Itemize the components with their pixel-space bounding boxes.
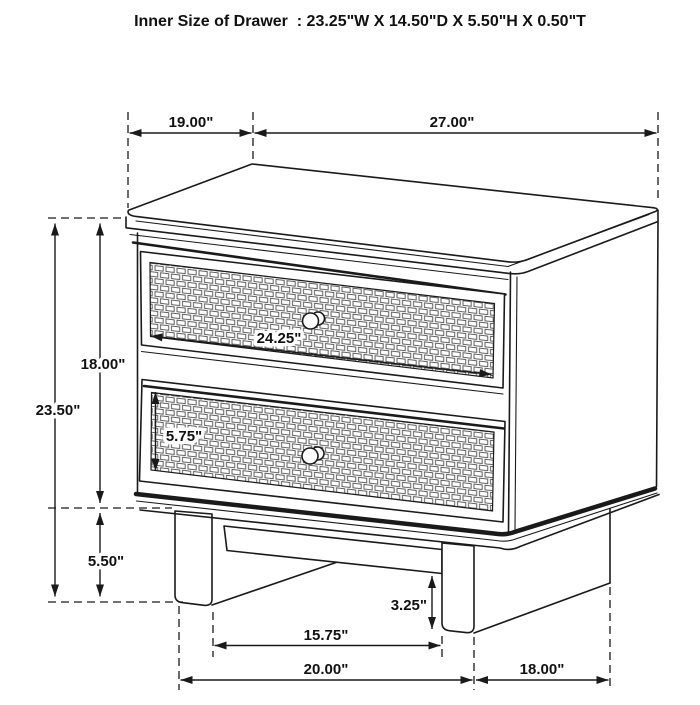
nightstand-drawing (126, 164, 659, 633)
label-case-height: 18.00" (80, 356, 126, 373)
label-leg-height: 5.50" (87, 553, 125, 570)
stretcher-arm-diagonal (212, 563, 336, 606)
back-right-leg (474, 509, 610, 633)
front-right-leg (442, 543, 474, 633)
body-front-right-edge (509, 272, 511, 532)
label-top-depth: 19.00" (168, 114, 214, 131)
tabletop (126, 164, 658, 274)
label-top-width: 27.00" (429, 114, 475, 131)
label-drawer-width: 24.25" (256, 330, 302, 347)
tabletop-surface (128, 164, 657, 262)
label-overall-height: 23.50" (35, 402, 81, 419)
label-base-width: 20.00" (303, 661, 349, 678)
label-stretcher-clearance: 3.25" (390, 597, 427, 614)
front-left-leg (175, 511, 212, 605)
stretcher-beam (224, 526, 442, 574)
diagram-title: Inner Size of Drawer : 23.25"W X 14.50"D X 5.50"H X 0.50"T (134, 13, 586, 30)
label-drawer-height: 5.75" (165, 428, 203, 445)
label-leg-span-inner: 15.75" (303, 627, 349, 644)
side-panel-right-edge (657, 222, 659, 487)
drawer-top (141, 252, 505, 389)
base-ground-edge (474, 583, 610, 633)
body-corner-contour (515, 277, 517, 529)
label-base-depth: 18.00" (519, 661, 565, 678)
knob-front (303, 313, 319, 329)
knob-front (302, 448, 318, 464)
